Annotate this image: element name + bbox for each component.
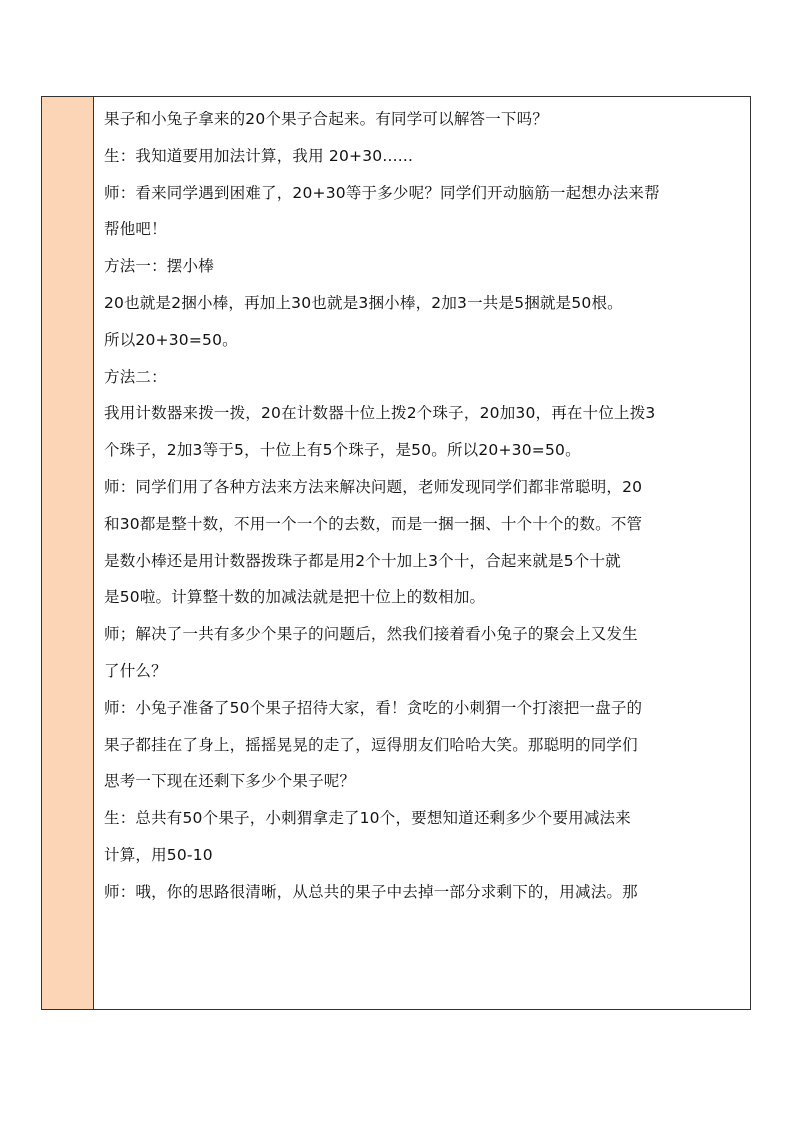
text-line: 果子都挂在了身上，摇摇晃晃的走了，逗得朋友们哈哈大笑。那聪明的同学们 bbox=[104, 735, 638, 754]
text-line: 方法二： bbox=[104, 367, 167, 386]
text-line: 果子和小兔子拿来的20个果子合起来。有同学可以解答一下吗？ bbox=[104, 110, 549, 128]
text-line: 生：总共有50个果子，小刺猬拿走了10个，要想知道还剩多少个要用减法来 bbox=[104, 809, 631, 828]
text-line: 我用计数器来拨一拨，20在计数器十位上拨2个珠子，20加30，再在十位上拨3 bbox=[104, 404, 656, 423]
text-line: 师：看来同学遇到困难了，20+30等于多少呢？同学们开动脑筋一起想办法来帮 bbox=[104, 183, 660, 202]
text-line: 所以20+30=50。 bbox=[104, 330, 238, 349]
text-line: 和30都是整十数，不用一个一个的去数，而是一捆一捆、十个十个的数。不管 bbox=[104, 514, 643, 533]
text-line: 方法一：摆小棒 bbox=[104, 257, 214, 276]
text-line: 师：小兔子准备了50个果子招待大家，看！贪吃的小刺猬一个打滚把一盘子的 bbox=[104, 698, 643, 717]
text-line: 是数小棒还是用计数器拨珠子都是用2个十加上3个十，合起来就是5个十就 bbox=[104, 551, 621, 570]
lesson-table bbox=[41, 96, 751, 1010]
left-shaded-column bbox=[42, 97, 94, 1009]
text-line: 思考一下现在还剩下多少个果子呢？ bbox=[104, 772, 356, 791]
text-line: 师：同学们用了各种方法来方法来解决问题，老师发现同学们都非常聪明，20 bbox=[104, 477, 643, 496]
text-line: 帮他吧！ bbox=[104, 220, 167, 239]
text-line: 计算，用50-10 bbox=[104, 845, 213, 864]
lesson-text-cell bbox=[94, 97, 750, 1009]
text-line: 师：哦，你的思路很清晰，从总共的果子中去掉一部分求剩下的，用减法。那 bbox=[104, 882, 638, 901]
text-line: 了什么？ bbox=[104, 661, 167, 680]
text-line: 是50啦。计算整十数的加减法就是把十位上的数相加。 bbox=[104, 588, 486, 607]
text-line: 20也就是2捆小棒，再加上30也就是3捆小棒，2加3一共是5捆就是50根。 bbox=[104, 293, 623, 312]
text-line: 个珠子，2加3等于5，十位上有5个珠子，是50。所以20+30=50。 bbox=[104, 441, 581, 460]
text-line: 生：我知道要用加法计算，我用 20+30...... bbox=[104, 146, 414, 165]
text-line: 师；解决了一共有多少个果子的问题后，然我们接着看小兔子的聚会上又发生 bbox=[104, 625, 638, 644]
